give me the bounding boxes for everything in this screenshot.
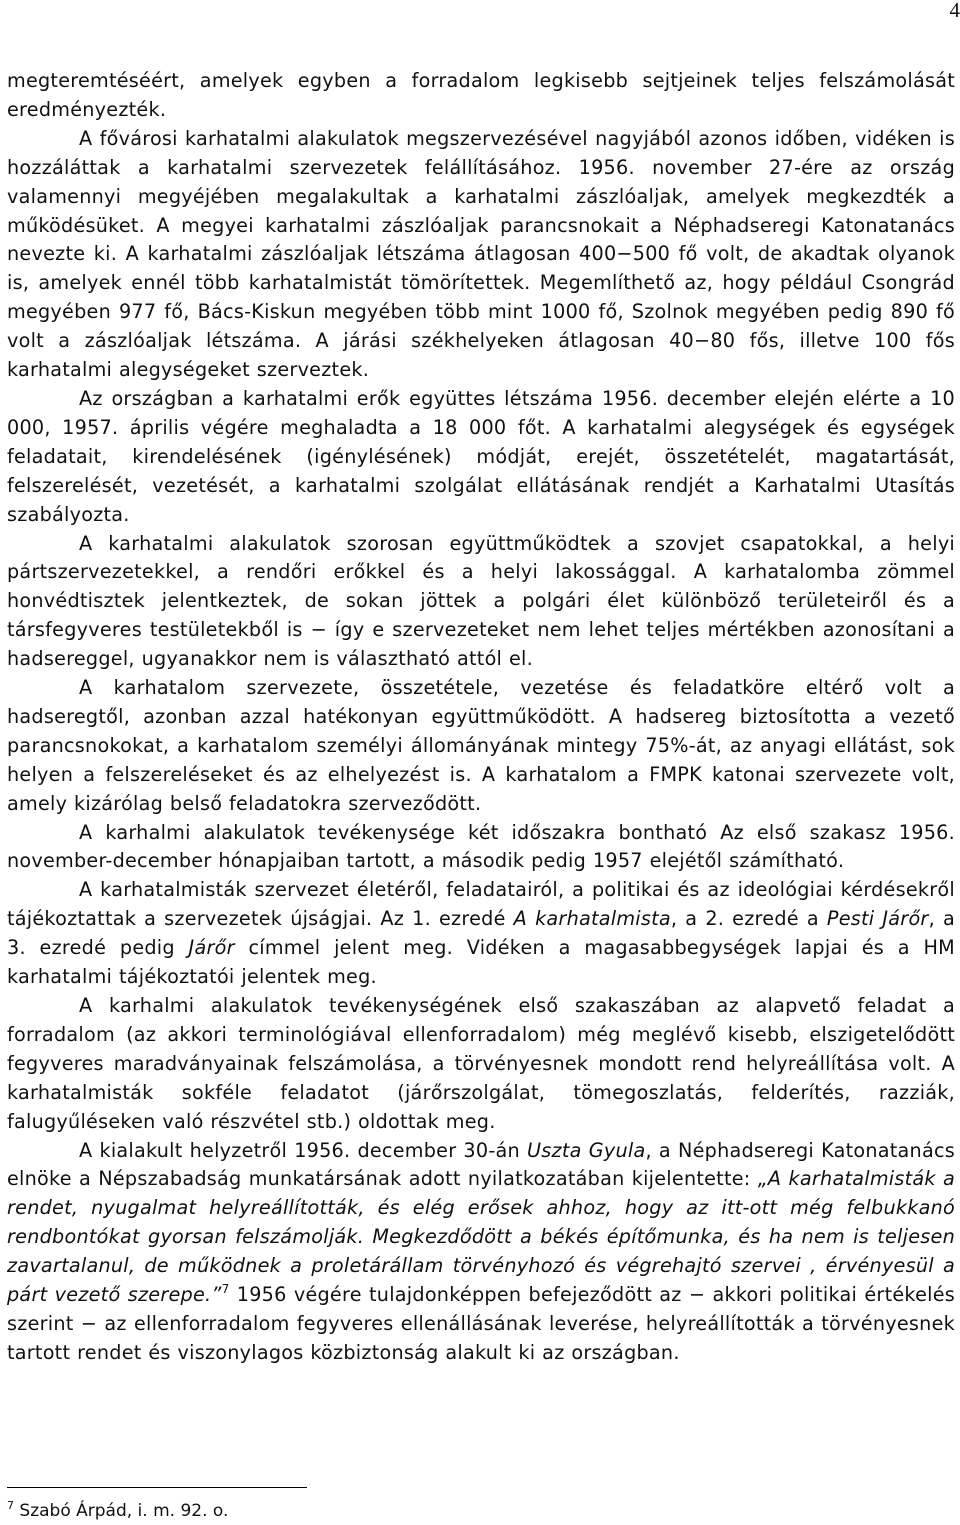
paragraph: A karhatalmi alakulatok szorosan együttműködtek a szovjet csapatokkal, a helyi pártszervezetekkel, a rendőri erőkkel és a helyi lakossággal. A karhatalomba zömmel honvédtisztek jelentkeztek, de sokan jöttek a polgári élet különböző területeiről és a társfegyveres testületekből is − így e szervezeteket nem lehet teljes mértékben azonosítani a hadsereggel, ugyanakkor nem is választható attól el. [7, 531, 955, 671]
paragraph: A karhalmi alakulatok tevékenységének első szakaszában az alapvető feladat a forradalom (az akkori terminológiával ellenforradalom) még meglévő kisebb, elszigetelődött fegyveres maradványainak felszámolása, a törvényesnek mondott rend helyreállítása volt. A karhatalmisták sokféle feladatot (járőrszolgálat, tömegoszlatás, felderítés, razziák, falugyűléseken való részvétel stb.) oldottak meg. [7, 994, 955, 1133]
paragraph: A fővárosi karhatalmi alakulatok megszervezésével nagyjából azonos időben, vidéken is hozzáláttak a karhatalmi szervezetek felállításához. 1956. november 27-ére az ország valamennyi megyéjében megalakultak a karhatalmi zászlóaljak, amelyek megkezdték a működésüket. A megyei karhatalmi zászlóaljak parancsnokait a Néphadseregi Katonatanács nevezte ki. A karhatalmi zászlóaljak létszáma átlagosan 400−500 fő volt, de akadtak olyanok is, amelyek ennél több karhatalmistát tömörítettek. Megemlíthető az, hogy például Csongrád megyében 977 fő, Bács-Kiskun megyében több mint 1000 fő, Szolnok megyében pedig 890 fő volt a zászlóaljak létszáma. A járási székhelyeken átlagosan 40−80 fős, illetve 100 fős karhatalmi alegységeket szerveztek. [7, 126, 955, 382]
footnote-reference[interactable]: 7 [221, 1282, 230, 1297]
footnote-text: Szabó Árpád, i. m. 92. o. [14, 1501, 229, 1521]
paragraph: A karhatalom szervezete, összetétele, vezetése és feladatköre eltérő volt a hadseregtől, azonban azzal hatékonyan együttműködött. A hadsereg biztosította a vezető parancsnokokat, a karhatalom személyi állományának mintegy 75%-át, az anyagi ellátást, sok helyen a felszereléseket és az elhelyezést is. A karhatalom a FMPK katonai szervezete volt, amely kizárólag belső feladatokra szerveződött. [7, 676, 955, 815]
paragraph: Az országban a karhatalmi erők együttes létszáma 1956. december elején elérte a 10 000, 1957. április végére meghaladta a 18 000 főt. A karhatalmi alegységek és egységek feladatait, kirendelésének (igénylésének) módját, erejét, összetételét, magatartását, felszerelését, vezetését, a karhatalmi szolgálat ellátásának rendjét a Karhatalmi Utasítás szabályozta. [7, 386, 955, 526]
quotation: „A karhatalmisták a rendet, nyugalmat helyreállították, és elég erősek ahhoz, hogy az itt-ott még felbukkanó rendbontókat gyorsan felszámolják. Megkezdődött a békés építőmunka, és ha nem is teljesen zavartalanul, de működnek a proletárállam törvényhozó és végrehajtó szervei , érvényesül a párt vezető szerepe.” [7, 1167, 955, 1307]
text-run: , a 3. ezredé pedig [7, 907, 955, 960]
person-name: Uszta Gyula [527, 1138, 646, 1162]
text-run: , a Néphadseregi Katonatanács elnöke a Népszabadság munkatársának adott nyilatkozatában kijelentette: [7, 1138, 956, 1191]
paragraph [7, 876, 955, 992]
newspaper-title: Pesti Járőr [826, 907, 929, 931]
body-text [7, 67, 955, 1368]
text-run: címmel jelent meg. Vidéken a magasabbegységek lapjai és a HM karhatalmi tájékoztatói jelentek meg. [7, 936, 955, 989]
text-run: A kialakult helyzetről 1956. december 30-án [79, 1138, 528, 1162]
newspaper-title: A karhatalmista [513, 907, 671, 931]
footnote-divider [7, 1487, 307, 1488]
paragraph: megteremtéséért, amelyek egyben a forradalom legkisebb sejtjeinek teljes felszámolását eredményezték. [7, 69, 955, 121]
page-number: 4 [949, 0, 960, 22]
footnote [7, 1500, 228, 1522]
paragraph [7, 1137, 955, 1368]
footnote-number: 7 [7, 1499, 14, 1512]
paragraph: A karhalmi alakulatok tevékenysége két időszakra bontható Az első szakasz 1956. november-december hónapjaiban tartott, a második pedig 1957 elejétől számítható. [7, 820, 955, 873]
text-run: A karhatalmisták szervezet életéről, feladatairól, a politikai és az ideológiai kérdésekről tájékoztattak a szervezetek újságjai. Az 1. ezredé [7, 878, 955, 931]
text-run: 1956 végére tulajdonképpen befejeződött az − akkori politikai értékelés szerint − az ellenforradalom fegyveres ellenállásának leverése, helyreállították a törvényesnek tartott rendet és viszonylagos közbiztonság alakult ki az országban. [7, 1283, 956, 1364]
text-run: , a 2. ezredé a [670, 907, 827, 931]
newspaper-title: Járőr [188, 936, 235, 960]
